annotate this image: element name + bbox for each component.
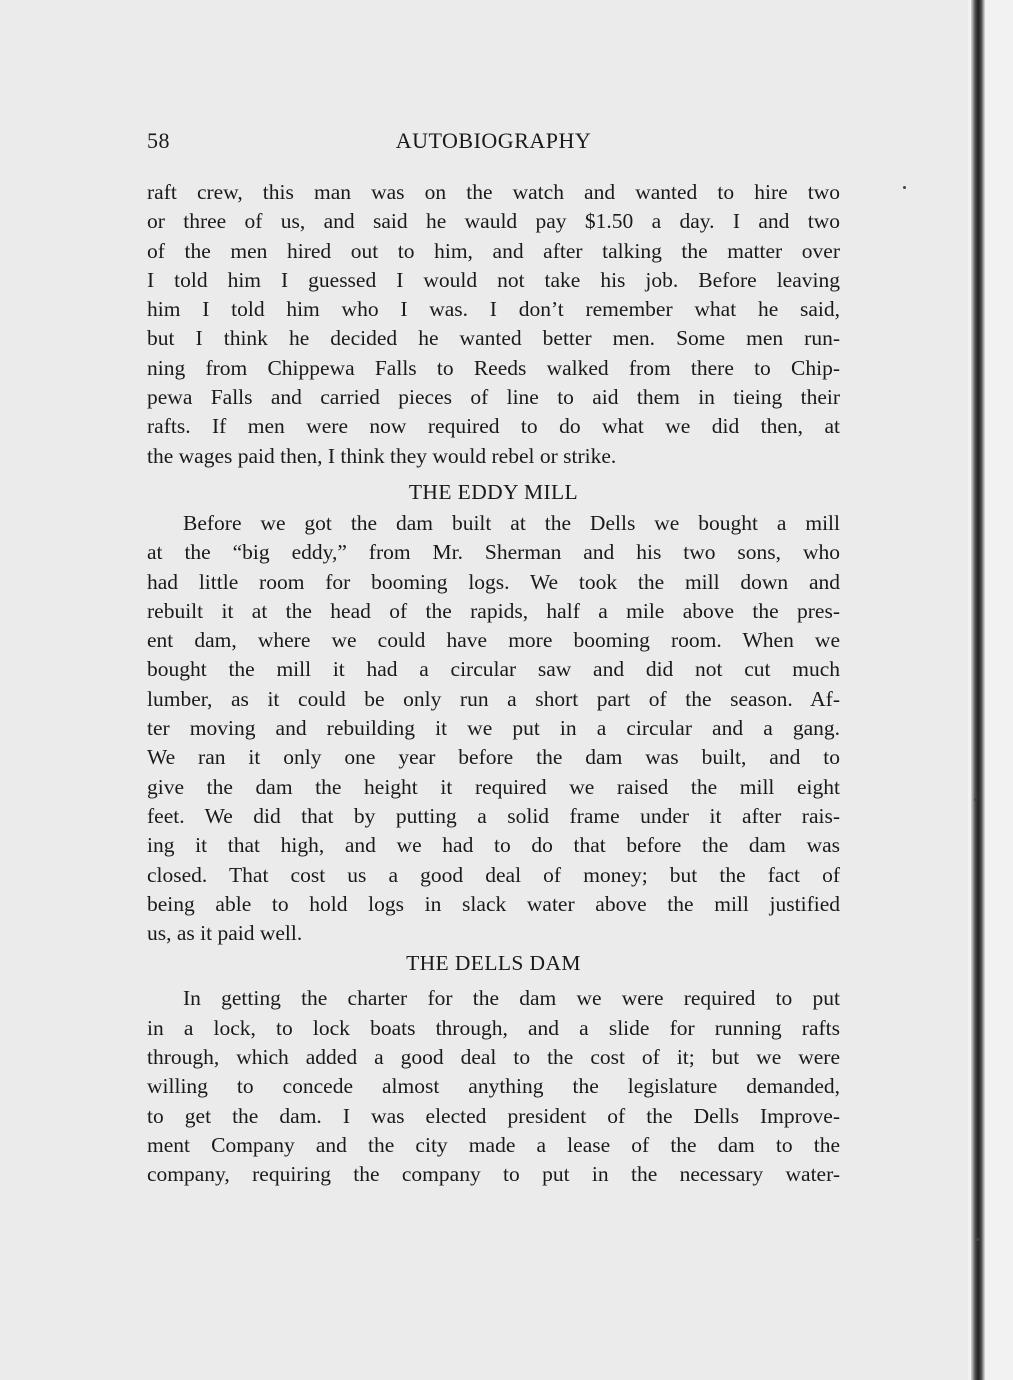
text-line: him I told him who I was. I don’t remember what he said, [147,297,840,322]
text-line: through, which added a good deal to the cost of it; but we were [147,1045,840,1070]
text-line: in a lock, to lock boats through, and a slide for running rafts [147,1015,840,1040]
text-line: us, as it paid well. [147,921,303,946]
text-line: company, requiring the company to put in the necessary water- [147,1162,840,1187]
section-heading-dells-dam: THE DELLS DAM [406,951,581,976]
text-line: the wages paid then, I think they would rebel or strike. [147,443,617,468]
paragraph-dells-dam [147,984,840,1189]
text-line: give the dam the height it required we raised the mill eight [147,774,840,799]
text-line: closed. That cost us a good deal of money; but the fact of [147,862,840,887]
text-line: raft crew, this man was on the watch and wanted to hire two [147,180,840,204]
binding-shadow [971,0,985,1380]
text-line: ment Company and the city made a lease of the dam to the [147,1132,840,1157]
text-line: ning from Chippewa Falls to Reeds walked from there to Chip- [147,355,840,380]
text-column [147,178,840,1190]
text-line: We ran it only one year before the dam was built, and to [147,745,840,770]
text-line: lumber, as it could be only run a short part of the season. Af- [147,686,840,711]
text-line: rafts. If men were now required to do what we did then, at [147,414,840,439]
text-line: feet. We did that by putting a solid frame under it after rais- [147,803,840,828]
paragraph-raft-crew [147,178,840,471]
text-line: bought the mill it had a circular saw and did not cut much [147,657,840,682]
text-line: of the men hired out to him, and after talking the matter over [147,238,840,263]
text-line: willing to concede almost anything the legislature demanded, [147,1074,840,1099]
text-line: In getting the charter for the dam we were required to put [183,986,840,1011]
text-line: being able to hold logs in slack water above the mill justified [147,891,840,916]
running-title: AUTOBIOGRAPHY [395,128,592,153]
text-line: ing it that high, and we had to do that before the dam was [147,833,840,858]
text-line: ter moving and rebuilding it we put in a circular and a gang. [147,716,840,741]
paragraph-eddy-mill [147,509,840,948]
ink-speck [974,798,977,801]
text-line: rebuilt it at the head of the rapids, half a mile above the pres- [147,598,840,623]
section-heading-eddy-mill: THE EDDY MILL [408,479,579,504]
text-line: had little room for booming logs. We took the mill down and [147,569,840,594]
text-line: pewa Falls and carried pieces of line to aid them in tieing their [147,385,840,410]
text-line: at the “big eddy,” from Mr. Sherman and his two sons, who [147,540,840,565]
text-line: I told him I guessed I would not take his job. Before leaving [147,267,840,292]
text-line: to get the dam. I was elected president of the Dells Improve- [147,1103,840,1128]
text-line: but I think he decided he wanted better men. Some men run- [147,326,840,351]
page-header [147,128,840,158]
text-line: ent dam, where we could have more booming room. When we [147,628,840,653]
text-line: Before we got the dam built at the Dells we bought a mill [183,510,840,535]
page-number: 58 [147,128,170,153]
ink-speck [976,1238,979,1241]
text-line: or three of us, and said he wauld pay $1.50 a day. I and two [147,209,840,234]
ink-speck [903,186,906,189]
